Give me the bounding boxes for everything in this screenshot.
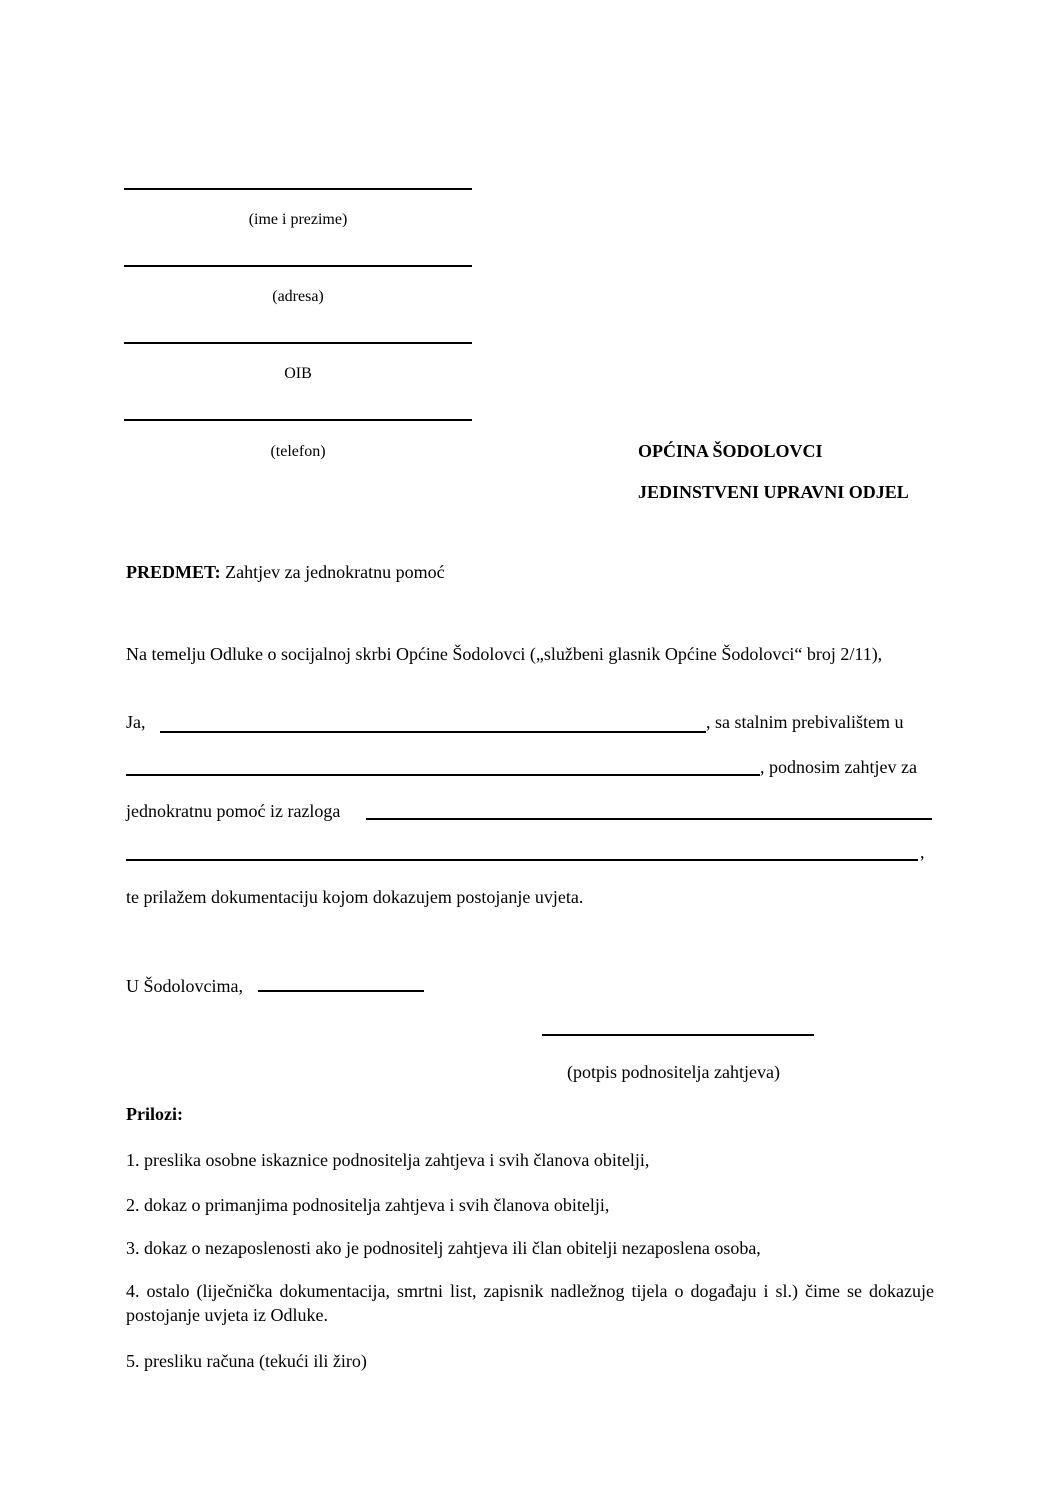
attachment-item-5: 5. presliku računa (tekući ili žiro) xyxy=(126,1351,367,1371)
residence-text: , sa stalnim prebivalištem u xyxy=(706,712,904,732)
recipient-municipality: OPĆINA ŠODOLOVCI xyxy=(638,441,823,461)
subject xyxy=(126,562,445,583)
attachments-title: Prilozi: xyxy=(126,1104,183,1124)
name-line[interactable] xyxy=(124,188,472,190)
reason-line[interactable] xyxy=(366,818,932,820)
attachment-item-4: 4. ostalo (liječnička dokumentacija, smrtni list, zapisnik nadležnog tijela o događaju i sl.) čime se dokazuje postojanje uvjeta iz Odluke. xyxy=(126,1281,934,1325)
attachment-item-1: 1. preslika osobne iskaznice podnositelja zahtjeva i svih članova obitelji, xyxy=(126,1150,650,1170)
residence-line[interactable] xyxy=(126,774,760,776)
subject-text: Zahtjev za jednokratnu pomoć xyxy=(220,562,445,582)
address-label: (adresa) xyxy=(272,288,324,305)
phone-label: (telefon) xyxy=(270,443,326,460)
full-name-line[interactable] xyxy=(160,731,706,733)
submit-text: , podnosim zahtjev za xyxy=(760,757,917,777)
subject-label: PREDMET: xyxy=(126,562,221,582)
reason-continuation-line[interactable] xyxy=(126,859,918,861)
intro-paragraph: Na temelju Odluke o socijalnoj skrbi Općine Šodolovci („službeni glasnik Općine Šodolovci“ broj 2/11), xyxy=(126,644,883,664)
recipient-department: JEDINSTVENI UPRAVNI ODJEL xyxy=(638,482,909,502)
reason-text: jednokratnu pomoć iz razloga xyxy=(126,801,341,821)
reason-comma: , xyxy=(920,842,925,862)
attachment-item-3: 3. dokaz o nezaposlenosti ako je podnositelj zahtjeva ili član obitelji nezaposlena osoba, xyxy=(126,1238,761,1258)
oib-line[interactable] xyxy=(124,342,472,344)
attachment-item-2: 2. dokaz o primanjima podnositelja zahtjeva i svih članova obitelji, xyxy=(126,1195,610,1215)
signature-label: (potpis podnositelja zahtjeva) xyxy=(567,1062,780,1082)
place-label: U Šodolovcima, xyxy=(126,976,243,996)
oib-label: OIB xyxy=(284,365,312,382)
date-line[interactable] xyxy=(258,990,424,992)
phone-line[interactable] xyxy=(124,419,472,421)
ja-label: Ja, xyxy=(126,712,146,732)
documents-text: te prilažem dokumentaciju kojom dokazujem postojanje uvjeta. xyxy=(126,887,584,907)
name-label: (ime i prezime) xyxy=(248,211,348,228)
signature-line[interactable] xyxy=(542,1034,814,1036)
address-line[interactable] xyxy=(124,265,472,267)
